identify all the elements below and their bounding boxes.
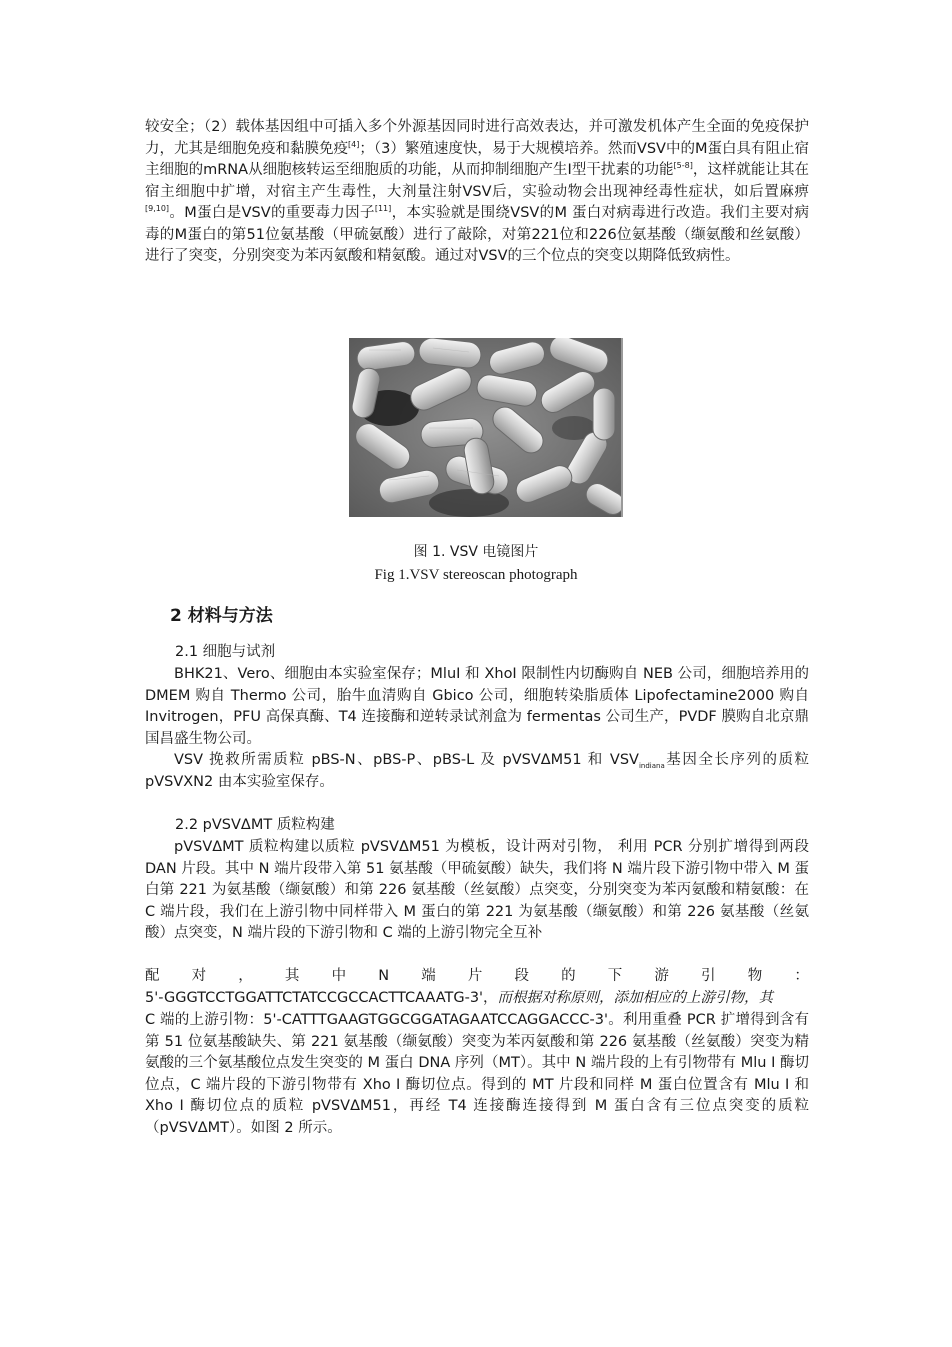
primer-sequence-line: 5'-GGGTCCTGGATTCTATCCGCCACTTCAAATG-3'，而根据对称原则，添加相应的上游引物，其 bbox=[145, 990, 774, 1006]
subsection-heading-2-1: 2.1 细胞与试剂 bbox=[175, 644, 276, 660]
subsection-heading-2-2: 2.2 pVSVΔMT 质粒构建 bbox=[175, 817, 335, 833]
figure-caption-chinese: 图 1. VSV 电镜图片 bbox=[413, 544, 539, 560]
intro-paragraph: 较安全；（2）载体基因组中可插入多个外源基因同时进行高效表达，并可激发机体产生全面的免疫保护力，尤其是细胞免疫和黏膜免疫[4]；（3）繁殖速度快，易于大规模培养。然而VSV中的M蛋白具有阻止宿主细胞的mRNA从细胞核转运至细胞质的功能，从而抑制细胞产生I型干扰素的功能[5-8]，这样就能让其在宿主细胞中扩增，对宿主产生毒性，大剂量注射VSV后，实验动物会出现神经毒性症状，如后置麻痹[9,10]。M蛋白是VSV的重要毒力因子[11]，本实验就是围绕VSV的M 蛋白对病毒进行改造。我们主要对病毒的M蛋白的第51位氨基酸（甲硫氨酸）进行了敲除，对第221位和226位氨基酸（缬氨酸和丝氨酸）进行了突变，分别突变为苯丙氨酸和精氨酸。通过对VSV的三个位点的突变以期降低致病性。 bbox=[145, 119, 810, 264]
spread-text-line: 配 对 ， 其 中 N 端 片 段 的 下 游 引 物 ： bbox=[145, 968, 809, 984]
vsv-electron-micrograph bbox=[349, 338, 623, 517]
construction-paragraph: pVSVΔMT 质粒构建以质粒 pVSVΔM51 为模板，设计两对引物， 利用 PCR 分别扩增得到两段 DAN 片段。其中 N 端片段带入第 51 氨基酸（甲硫氨酸）缺失，我们将 N 端片段下游引物中带入 M 蛋白第 221 为氨基酸（缬氨酸）和第 226 氨基酸（丝氨酸）点突变，分别突变为苯丙氨酸和精氨酸：在 C 端片段，我们在上游引物中同样带入 M 蛋白的第 221 为氨基酸（缬氨酸）和第 226 氨基酸（丝氨酸）点突变，N 端片段的下游引物和 C 端的上游引物完全互补 bbox=[145, 839, 809, 941]
citation-5-8: [5-8] bbox=[673, 161, 693, 171]
pcr-paragraph: C 端的上游引物：5'-CATTTGAAGTGGCGGATAGAATCCAGGACCC-3'。利用重叠 PCR 扩增得到含有第 51 位氨基酸缺失、第 221 氨基酸（缬氨酸）突变为苯丙氨酸和第 226 氨基酸（丝氨酸）突变为精氨酸的三个氨基酸位点发生突变的 M 蛋白 DNA 序列（MT）。其中 N 端片段的上有引物带有 Mlu I 酶切位点，C 端片段的下游引物带有 Xho I 酶切位点。得到的 MT 片段和同样 M 蛋白位置含有 Mlu I 和 Xho I 酶切位点的质粒 pVSVΔM51，再经 T4 连接酶连接得到 M 蛋白含有三位点突变的质粒（pVSVΔMT）。如图 2 所示。 bbox=[145, 1012, 809, 1136]
section-heading: 2 材料与方法 bbox=[170, 606, 273, 626]
citation-9-10: [9,10] bbox=[145, 204, 170, 214]
citation-4: [4] bbox=[348, 139, 360, 149]
citation-11: [11] bbox=[374, 204, 392, 214]
plasmids-paragraph: VSV 挽救所需质粒 pBS-N、pBS-P、pBS-L 及 pVSVΔM51 和 $VSV_{indiana}$基因全长序列的质粒 pVSVXN2 由本实验室保存。 bbox=[145, 752, 809, 790]
reagents-paragraph: BHK21、Vero、细胞由本实验室保存；MluI 和 XhoI 限制性内切酶购自 NEB 公司，细胞培养用的 DMEM 购自 Thermo 公司，胎牛血清购自 Gbico 公司，细胞转染脂质体 Lipofectamine2000 购自 Invitrogen，PFU 高保真酶、T4 连接酶和逆转录试剂盒为 fermentas 公司生产，PVDF 膜购自北京鼎国昌盛生物公司。 bbox=[145, 666, 809, 747]
figure-caption-english: Fig 1.VSV stereoscan photograph bbox=[374, 567, 578, 583]
